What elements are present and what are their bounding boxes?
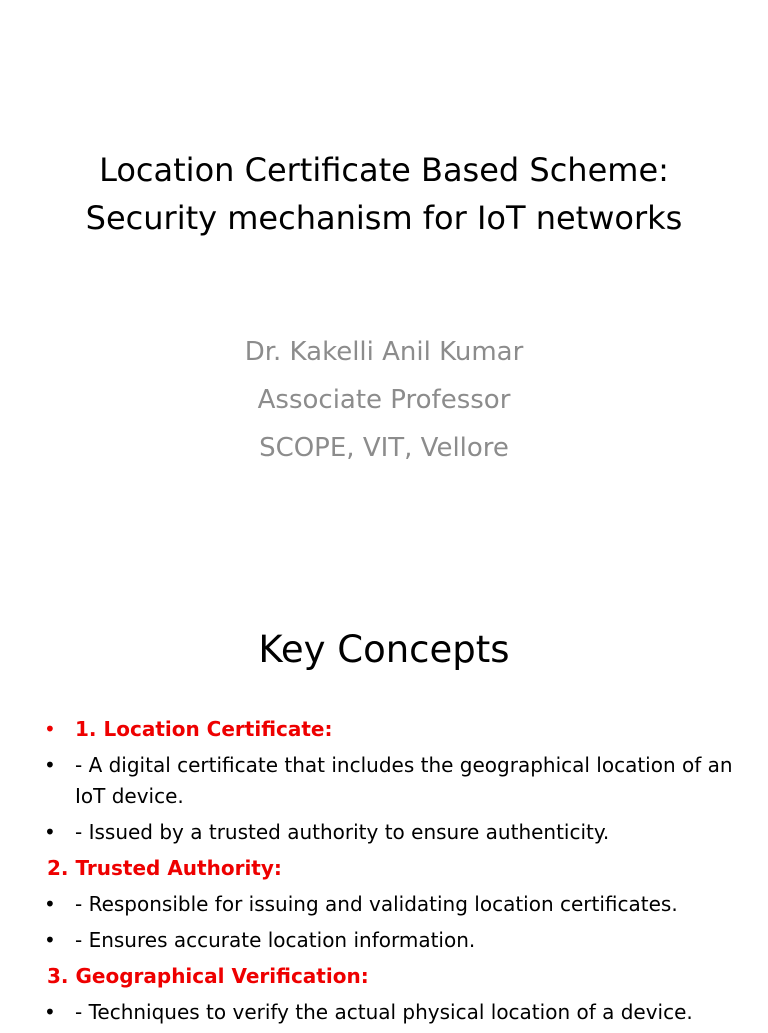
list-item [38, 889, 738, 920]
item-text: - Techniques to verify the actual physical location of a device. [75, 1000, 693, 1024]
title-line-2: Security mechanism for IoT networks [85, 199, 683, 237]
item-text: - Issued by a trusted authority to ensure authenticity. [75, 820, 610, 844]
bullet-icon: • [44, 820, 56, 844]
item-text: - Responsible for issuing and validating location certificates. [75, 892, 678, 916]
list-item [38, 750, 738, 812]
title-line-1: Location Certificate Based Scheme: [99, 151, 669, 189]
item-text: 3. Geographical Verification: [47, 964, 369, 988]
bullet-icon: • [44, 753, 56, 777]
item-text: - Ensures accurate location information. [75, 928, 476, 952]
list-item [38, 925, 738, 956]
bullet-icon: • [44, 892, 56, 916]
presenter-position: Associate Professor [257, 385, 511, 415]
presenter-affiliation: SCOPE, VIT, Vellore [259, 433, 509, 463]
list-item [38, 817, 738, 848]
bullet-icon: • [44, 717, 56, 741]
presenter-name: Dr. Kakelli Anil Kumar [244, 337, 524, 367]
bullet-icon: • [44, 928, 56, 952]
concept-list [38, 714, 738, 1033]
item-text: 2. Trusted Authority: [47, 856, 282, 880]
bullet-icon: • [44, 1000, 56, 1024]
list-item [38, 997, 738, 1028]
presenter-info [0, 328, 768, 472]
list-heading [38, 853, 738, 884]
list-item [38, 714, 738, 745]
presentation-title [0, 146, 768, 242]
list-heading [38, 961, 738, 992]
item-text: 1. Location Certificate: [75, 717, 333, 741]
slide-title: Key Concepts [258, 628, 510, 671]
key-concepts-slide [0, 576, 768, 1024]
item-text: - A digital certificate that includes the geographical location of an IoT device. [75, 753, 733, 808]
